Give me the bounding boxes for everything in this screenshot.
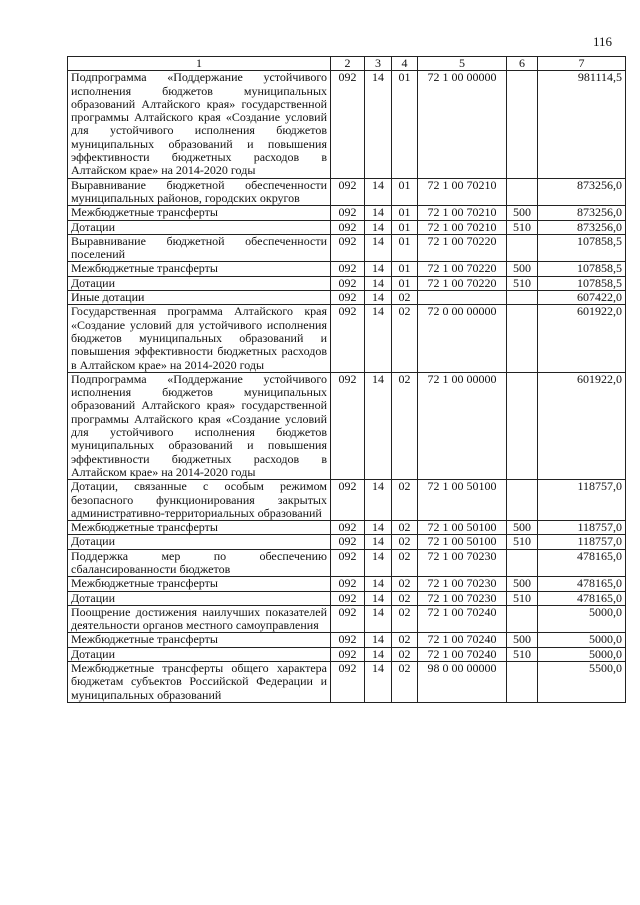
row-expense-type: 500 [507, 206, 538, 220]
row-amount: 118757,0 [538, 480, 626, 521]
row-expense-type [507, 291, 538, 305]
row-target-code: 72 1 00 70230 [418, 549, 507, 577]
row-section-code: 14 [365, 605, 392, 633]
row-target-code: 72 1 00 70210 [418, 206, 507, 220]
row-name-cell: Межбюджетные трансферты [68, 262, 331, 276]
row-expense-type [507, 234, 538, 262]
table-row [68, 521, 626, 535]
row-section-code: 14 [365, 535, 392, 549]
row-target-code: 72 1 00 70240 [418, 647, 507, 661]
row-name-cell: Дотации [68, 220, 331, 234]
row-target-code: 72 1 00 70210 [418, 220, 507, 234]
table-row [68, 535, 626, 549]
row-amount: 981114,5 [538, 71, 626, 178]
table-row [68, 605, 626, 633]
row-section-code: 14 [365, 521, 392, 535]
row-amount: 478165,0 [538, 591, 626, 605]
table-row [68, 220, 626, 234]
row-expense-type [507, 305, 538, 372]
row-amount: 873256,0 [538, 206, 626, 220]
row-section-code: 14 [365, 234, 392, 262]
row-name-cell: Дотации, связанные с особым режимом безопасного функционирования закрытых административно-территориальных образований [68, 480, 331, 521]
row-subsection-code: 01 [392, 234, 418, 262]
row-admin-code: 092 [331, 305, 365, 372]
row-admin-code: 092 [331, 591, 365, 605]
row-admin-code: 092 [331, 577, 365, 591]
header-col-4: 4 [392, 57, 418, 71]
row-target-code: 72 0 00 00000 [418, 305, 507, 372]
row-target-code: 72 1 00 00000 [418, 71, 507, 178]
row-expense-type [507, 549, 538, 577]
row-admin-code: 092 [331, 220, 365, 234]
row-section-code: 14 [365, 662, 392, 703]
row-admin-code: 092 [331, 71, 365, 178]
row-amount: 607422,0 [538, 291, 626, 305]
page-number: 116 [592, 34, 612, 49]
row-name-cell: Межбюджетные трансферты общего характера бюджетам субъектов Российской Федерации и муниципальных образований [68, 662, 331, 703]
row-expense-type [507, 605, 538, 633]
row-name-cell: Межбюджетные трансферты [68, 633, 331, 647]
table-row [68, 662, 626, 703]
row-subsection-code: 02 [392, 291, 418, 305]
row-expense-type: 510 [507, 591, 538, 605]
row-expense-type: 500 [507, 577, 538, 591]
row-name-cell: Межбюджетные трансферты [68, 206, 331, 220]
row-expense-type [507, 372, 538, 479]
row-subsection-code: 02 [392, 305, 418, 372]
row-admin-code: 092 [331, 291, 365, 305]
header-col-3: 3 [365, 57, 392, 71]
table-row [68, 291, 626, 305]
row-subsection-code: 02 [392, 549, 418, 577]
table-row [68, 577, 626, 591]
row-expense-type [507, 480, 538, 521]
row-target-code: 72 1 00 70240 [418, 605, 507, 633]
row-section-code: 14 [365, 206, 392, 220]
row-amount: 5000,0 [538, 647, 626, 661]
row-amount: 601922,0 [538, 372, 626, 479]
row-name-cell: Дотации [68, 591, 331, 605]
row-target-code: 72 1 00 70240 [418, 633, 507, 647]
row-section-code: 14 [365, 305, 392, 372]
row-section-code: 14 [365, 633, 392, 647]
row-target-code: 72 1 00 50100 [418, 521, 507, 535]
row-section-code: 14 [365, 549, 392, 577]
row-name-cell: Поощрение достижения наилучших показателей деятельности органов местного самоуправления [68, 605, 331, 633]
budget-table [67, 56, 626, 703]
row-target-code: 98 0 00 00000 [418, 662, 507, 703]
row-target-code: 72 1 00 70220 [418, 234, 507, 262]
row-name-cell: Выравнивание бюджетной обеспеченности муниципальных районов, городских округов [68, 178, 331, 206]
row-name-cell: Государственная программа Алтайского края «Создание условий для устойчивого исполнения бюджетов муниципальных образований и повышения эффективности бюджетных расходов в Алтайском крае» на 2014-2020 годы [68, 305, 331, 372]
table-body [68, 71, 626, 703]
row-subsection-code: 01 [392, 220, 418, 234]
row-subsection-code: 01 [392, 71, 418, 178]
header-col-1: 1 [68, 57, 331, 71]
row-subsection-code: 02 [392, 372, 418, 479]
row-section-code: 14 [365, 262, 392, 276]
row-expense-type [507, 662, 538, 703]
row-section-code: 14 [365, 647, 392, 661]
row-name-cell: Дотации [68, 647, 331, 661]
row-target-code: 72 1 00 70210 [418, 178, 507, 206]
row-amount: 873256,0 [538, 178, 626, 206]
row-admin-code: 092 [331, 647, 365, 661]
row-name-cell: Иные дотации [68, 291, 331, 305]
table-row [68, 480, 626, 521]
row-subsection-code: 02 [392, 605, 418, 633]
row-section-code: 14 [365, 178, 392, 206]
row-section-code: 14 [365, 276, 392, 290]
row-name-cell: Подпрограмма «Поддержание устойчивого исполнения бюджетов муниципальных образований Алтайского края» государственной программы Алтайского края «Создание условий для устойчивого исполнения бюджетов муниципальных образований и повышения эффективности бюджетных расходов в Алтайском крае» на 2014-2020 годы [68, 372, 331, 479]
header-col-6: 6 [507, 57, 538, 71]
row-name-cell: Дотации [68, 535, 331, 549]
row-subsection-code: 02 [392, 647, 418, 661]
row-admin-code: 092 [331, 262, 365, 276]
row-expense-type: 510 [507, 220, 538, 234]
row-expense-type: 500 [507, 633, 538, 647]
row-expense-type: 500 [507, 262, 538, 276]
table-row [68, 647, 626, 661]
row-admin-code: 092 [331, 480, 365, 521]
row-expense-type: 500 [507, 521, 538, 535]
row-amount: 118757,0 [538, 535, 626, 549]
row-expense-type [507, 71, 538, 178]
row-admin-code: 092 [331, 372, 365, 479]
row-section-code: 14 [365, 372, 392, 479]
row-target-code: 72 1 00 70230 [418, 577, 507, 591]
row-name-cell: Межбюджетные трансферты [68, 577, 331, 591]
row-admin-code: 092 [331, 662, 365, 703]
table-row [68, 276, 626, 290]
row-subsection-code: 02 [392, 662, 418, 703]
row-target-code: 72 1 00 00000 [418, 372, 507, 479]
row-target-code [418, 291, 507, 305]
row-section-code: 14 [365, 577, 392, 591]
row-admin-code: 092 [331, 535, 365, 549]
header-col-7: 7 [538, 57, 626, 71]
row-subsection-code: 02 [392, 480, 418, 521]
row-expense-type: 510 [507, 647, 538, 661]
row-section-code: 14 [365, 220, 392, 234]
row-admin-code: 092 [331, 549, 365, 577]
row-amount: 118757,0 [538, 521, 626, 535]
row-expense-type: 510 [507, 276, 538, 290]
header-col-2: 2 [331, 57, 365, 71]
table-row [68, 549, 626, 577]
row-section-code: 14 [365, 591, 392, 605]
row-subsection-code: 01 [392, 206, 418, 220]
row-target-code: 72 1 00 70230 [418, 591, 507, 605]
table-row [68, 178, 626, 206]
row-amount: 107858,5 [538, 276, 626, 290]
row-admin-code: 092 [331, 605, 365, 633]
row-amount: 478165,0 [538, 577, 626, 591]
table-row [68, 71, 626, 178]
row-subsection-code: 02 [392, 521, 418, 535]
row-name-cell: Межбюджетные трансферты [68, 521, 331, 535]
header-col-5: 5 [418, 57, 507, 71]
row-section-code: 14 [365, 71, 392, 178]
row-target-code: 72 1 00 70220 [418, 276, 507, 290]
row-name-cell: Поддержка мер по обеспечению сбалансированности бюджетов [68, 549, 331, 577]
row-amount: 873256,0 [538, 220, 626, 234]
row-name-cell: Выравнивание бюджетной обеспеченности поселений [68, 234, 331, 262]
row-admin-code: 092 [331, 276, 365, 290]
row-amount: 5000,0 [538, 633, 626, 647]
row-subsection-code: 01 [392, 262, 418, 276]
row-target-code: 72 1 00 50100 [418, 480, 507, 521]
row-amount: 5000,0 [538, 605, 626, 633]
table-row [68, 591, 626, 605]
row-amount: 107858,5 [538, 262, 626, 276]
row-subsection-code: 02 [392, 633, 418, 647]
row-amount: 478165,0 [538, 549, 626, 577]
table-row [68, 633, 626, 647]
table-row [68, 372, 626, 479]
row-section-code: 14 [365, 480, 392, 521]
row-admin-code: 092 [331, 206, 365, 220]
table-row [68, 305, 626, 372]
row-target-code: 72 1 00 50100 [418, 535, 507, 549]
row-name-cell: Подпрограмма «Поддержание устойчивого исполнения бюджетов муниципальных образований Алтайского края» государственной программы Алтайского края «Создание условий для устойчивого исполнения бюджетов муниципальных образований и повышения эффективности бюджетных расходов в Алтайском крае» на 2014-2020 годы [68, 71, 331, 178]
row-section-code: 14 [365, 291, 392, 305]
table-row [68, 206, 626, 220]
row-target-code: 72 1 00 70220 [418, 262, 507, 276]
table-row [68, 262, 626, 276]
row-subsection-code: 01 [392, 178, 418, 206]
row-subsection-code: 01 [392, 276, 418, 290]
row-admin-code: 092 [331, 633, 365, 647]
header-row [68, 57, 626, 71]
row-amount: 107858,5 [538, 234, 626, 262]
row-amount: 5500,0 [538, 662, 626, 703]
row-admin-code: 092 [331, 234, 365, 262]
row-subsection-code: 02 [392, 591, 418, 605]
table-row [68, 234, 626, 262]
row-admin-code: 092 [331, 178, 365, 206]
row-admin-code: 092 [331, 521, 365, 535]
row-amount: 601922,0 [538, 305, 626, 372]
row-expense-type: 510 [507, 535, 538, 549]
row-name-cell: Дотации [68, 276, 331, 290]
row-subsection-code: 02 [392, 535, 418, 549]
row-subsection-code: 02 [392, 577, 418, 591]
row-expense-type [507, 178, 538, 206]
